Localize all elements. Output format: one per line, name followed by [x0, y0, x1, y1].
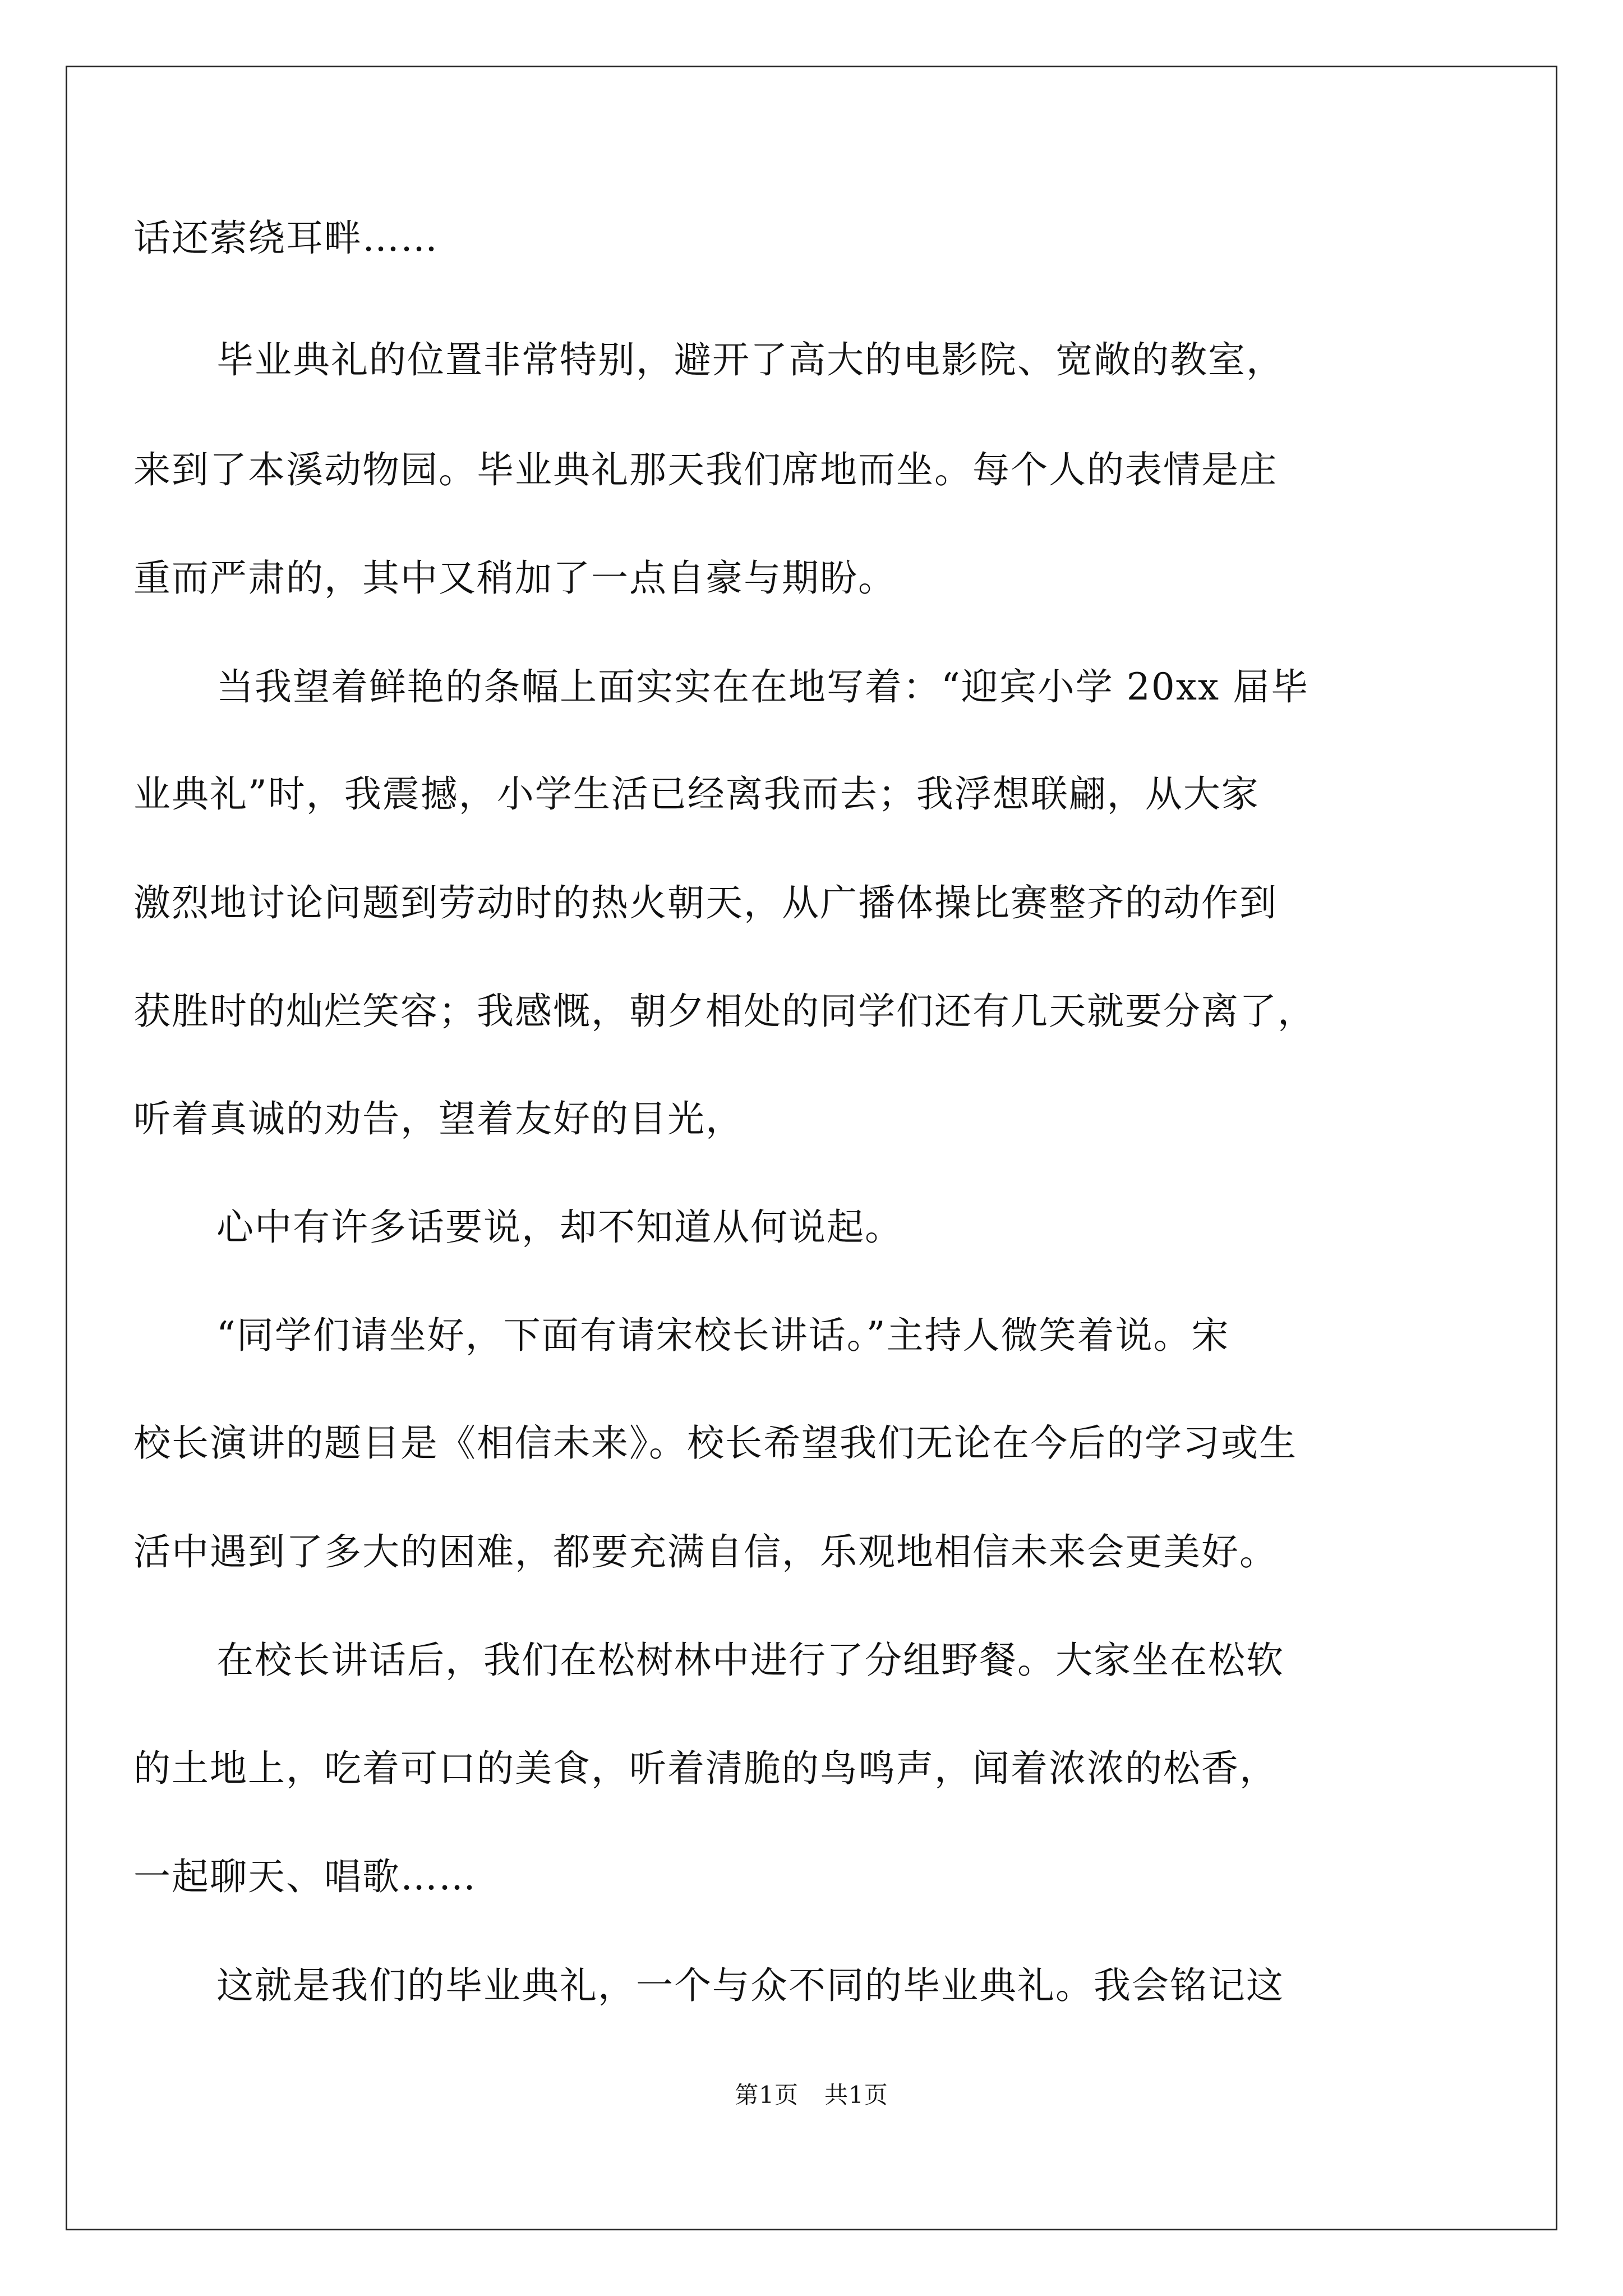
text-line-8: 获胜时的灿烂笑容；我感慨，朝夕相处的同学们还有几天就要分离了， [133, 990, 1316, 1033]
text-line-15: 的土地上，吃着可口的美食，听着清脆的鸟鸣声，闻着浓浓的松香， [133, 1747, 1278, 1790]
text-line-1: 话还萦绕耳畔…… [133, 217, 439, 260]
text-line-10: 心中有许多话要说，却不知道从何说起。 [216, 1205, 903, 1249]
page-number-current: 第1页 [735, 2081, 799, 2109]
text-line-2: 毕业典礼的位置非常特别，避开了高大的电影院、宽敞的教室， [216, 338, 1284, 381]
text-line-16: 一起聊天、唱歌…… [133, 1855, 477, 1898]
text-line-7: 激烈地讨论问题到劳动时的热火朝天，从广播体操比赛整齐的动作到 [133, 881, 1278, 924]
text-line-12: 校长演讲的题目是《相信未来》。校长希望我们无论在今后的学习或生 [133, 1421, 1297, 1465]
text-line-3: 来到了本溪动物园。毕业典礼那天我们席地而坐。每个人的表情是庄 [133, 448, 1278, 491]
page-footer [0, 2081, 1623, 2109]
text-line-5: 当我望着鲜艳的条幅上面实实在在地写着：“迎宾小学 20xx 届毕 [216, 665, 1310, 708]
text-line-9: 听着真诚的劝告，望着友好的目光， [133, 1097, 744, 1140]
text-line-13: 活中遇到了多大的困难，都要充满自信，乐观地相信未来会更美好。 [133, 1530, 1278, 1573]
text-line-4: 重而严肃的，其中又稍加了一点自豪与期盼。 [133, 556, 896, 600]
page-border [66, 66, 1557, 2230]
text-line-11: “同学们请坐好，下面有请宋校长讲话。”主持人微笑着说。宋 [216, 1314, 1230, 1357]
text-line-14: 在校长讲话后，我们在松树林中进行了分组野餐。大家坐在松软 [216, 1639, 1284, 1682]
page-number-total: 共1页 [824, 2081, 888, 2109]
text-line-6: 业典礼”时，我震撼，小学生活已经离我而去；我浮想联翩，从大家 [133, 772, 1260, 816]
text-line-17: 这就是我们的毕业典礼，一个与众不同的毕业典礼。我会铭记这 [216, 1964, 1284, 2007]
